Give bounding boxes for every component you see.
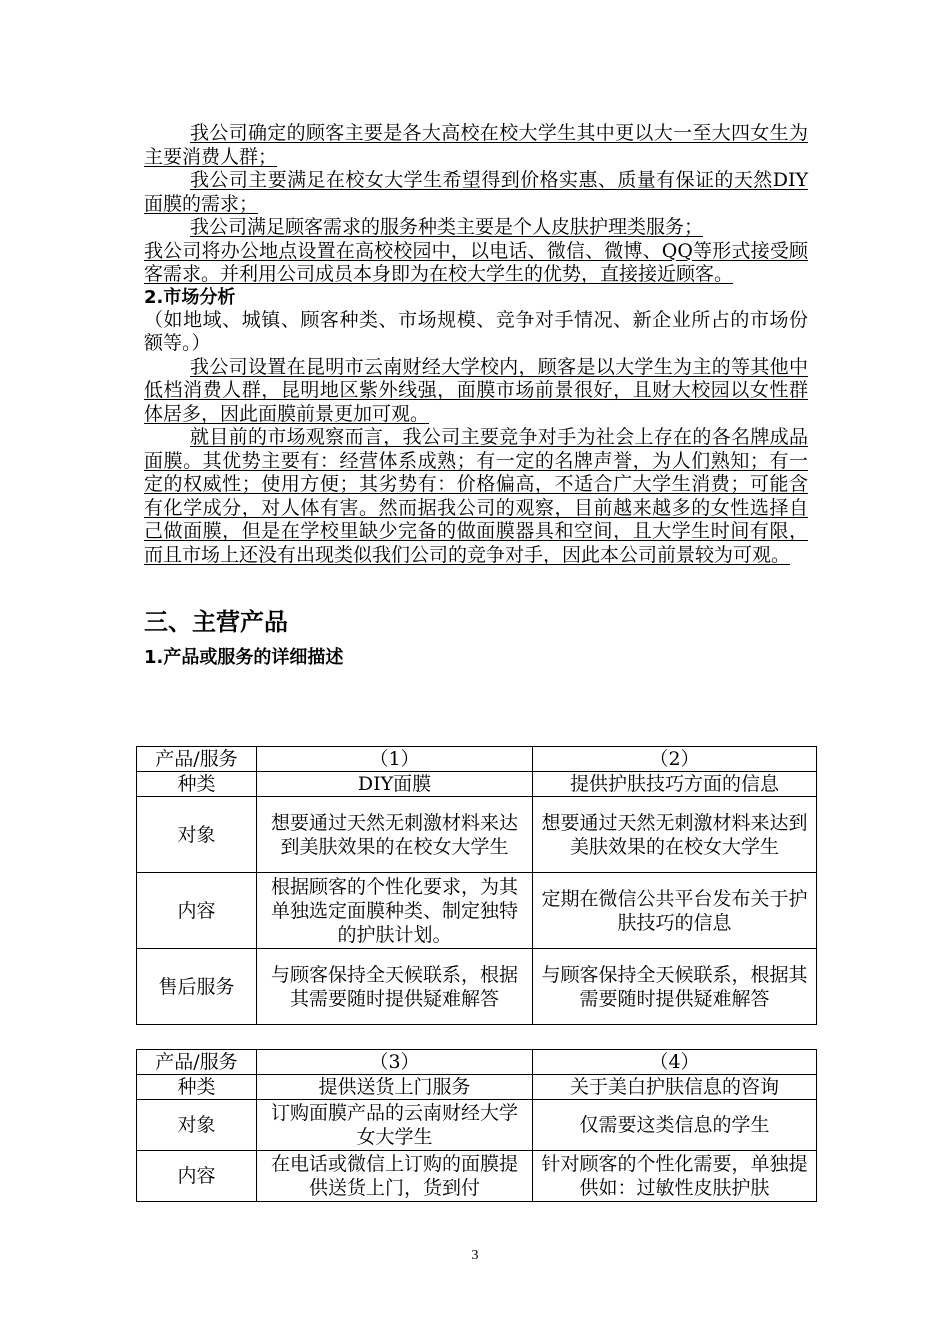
table-cell: 定期在微信公共平台发布关于护肤技巧的信息 — [533, 873, 817, 949]
table-cell: 对象 — [137, 797, 257, 873]
table-cell: 针对顾客的个性化需要，单独提供如：过敏性皮肤护肤 — [533, 1151, 817, 1202]
table-row — [137, 772, 817, 797]
table-cell: （3） — [257, 1050, 533, 1075]
product-table-2 — [136, 1049, 817, 1202]
page-number: 3 — [471, 1248, 479, 1263]
table-cell: 与顾客保持全天候联系，根据其需要随时提供疑难解答 — [257, 949, 533, 1025]
table-cell: 售后服务 — [137, 949, 257, 1025]
table-cell: 想要通过天然无刺激材料来达到美肤效果的在校女大学生 — [533, 797, 817, 873]
intro-paragraph-1: 我公司确定的顾客主要是各大高校在校大学生其中更以大一至大四女生为主要消费人群； — [144, 122, 808, 168]
table-row — [137, 1075, 817, 1100]
table-cell: 关于美白护肤信息的咨询 — [533, 1075, 817, 1100]
table-row — [137, 797, 817, 873]
table-cell: 种类 — [137, 772, 257, 797]
table-cell: 根据顾客的个性化要求，为其单独选定面膜种类、制定独特的护肤计划。 — [257, 873, 533, 949]
table-row — [137, 747, 817, 772]
intro-paragraph-3: 我公司满足顾客需求的服务种类主要是个人皮肤护理类服务； — [190, 216, 704, 238]
table-cell: 产品/服务 — [137, 1050, 257, 1075]
table-row — [137, 1050, 817, 1075]
market-paragraph-2: 就目前的市场观察而言，我公司主要竞争对手为社会上存在的各名牌成品面膜。其优势主要有：经营体系成熟；有一定的名牌声誉，为人们熟知；有一定的权威性；使用方便；其劣势有：价格偏高，不适合广大学生消费；可能含有化学成分，对人体有害。然而据我公司的观察，目前越来越多的女性选择自己做面膜，但是在学校里缺少完备的做面膜器具和空间，且大学生时间有限，而且市场上还没有出现类似我们公司的竞争对手，因此本公司前景较为可观。 — [144, 426, 808, 566]
table-cell: 内容 — [137, 1151, 257, 1202]
table-cell: DIY面膜 — [257, 772, 533, 797]
document-body — [144, 122, 808, 669]
market-paragraph-1: 我公司设置在昆明市云南财经大学校内，顾客是以大学生为主的等其他中低档消费人群，昆明地区紫外线强，面膜市场前景很好，且财大校园以女性群体居多，因此面膜前景更加可观。 — [144, 355, 808, 425]
table-row — [137, 873, 817, 949]
table-cell: 种类 — [137, 1075, 257, 1100]
table-row — [137, 949, 817, 1025]
table-cell: 仅需要这类信息的学生 — [533, 1100, 817, 1151]
table-cell: 在电话或微信上订购的面膜提供送货上门，货到付 — [257, 1151, 533, 1202]
table-cell: 与顾客保持全天候联系，根据其需要随时提供疑难解答 — [533, 949, 817, 1025]
table-cell: 提供送货上门服务 — [257, 1075, 533, 1100]
table-cell: （2） — [533, 747, 817, 772]
table-cell: 想要通过天然无刺激材料来达到美肤效果的在校女大学生 — [257, 797, 533, 873]
product-table-1 — [136, 746, 817, 1025]
table-row — [137, 1100, 817, 1151]
table-cell: 产品/服务 — [137, 747, 257, 772]
table-cell: 内容 — [137, 873, 257, 949]
market-note: （如地域、城镇、顾客种类、市场规模、竞争对手情况、新企业所占的市场份额等。） — [144, 308, 808, 354]
table-cell: （4） — [533, 1050, 817, 1075]
intro-paragraph-2: 我公司主要满足在校女大学生希望得到价格实惠、质量有保证的天然DIY面膜的需求； — [144, 169, 808, 215]
table-cell: 对象 — [137, 1100, 257, 1151]
table-row — [137, 1151, 817, 1202]
market-heading: 2.市场分析 — [144, 286, 236, 308]
intro-paragraph-4: 我公司将办公地点设置在高校校园中，以电话、微信、微博、QQ等形式接受顾客需求。并利用公司成员本身即为在校大学生的优势，直接接近顾客。 — [144, 239, 808, 285]
table-cell: 订购面膜产品的云南财经大学女大学生 — [257, 1100, 533, 1151]
table-cell: 提供护肤技巧方面的信息 — [533, 772, 817, 797]
section-3-heading: 三、主营产品 — [144, 608, 288, 636]
section-3-subheading: 1.产品或服务的详细描述 — [144, 647, 344, 668]
table-cell: （1） — [257, 747, 533, 772]
